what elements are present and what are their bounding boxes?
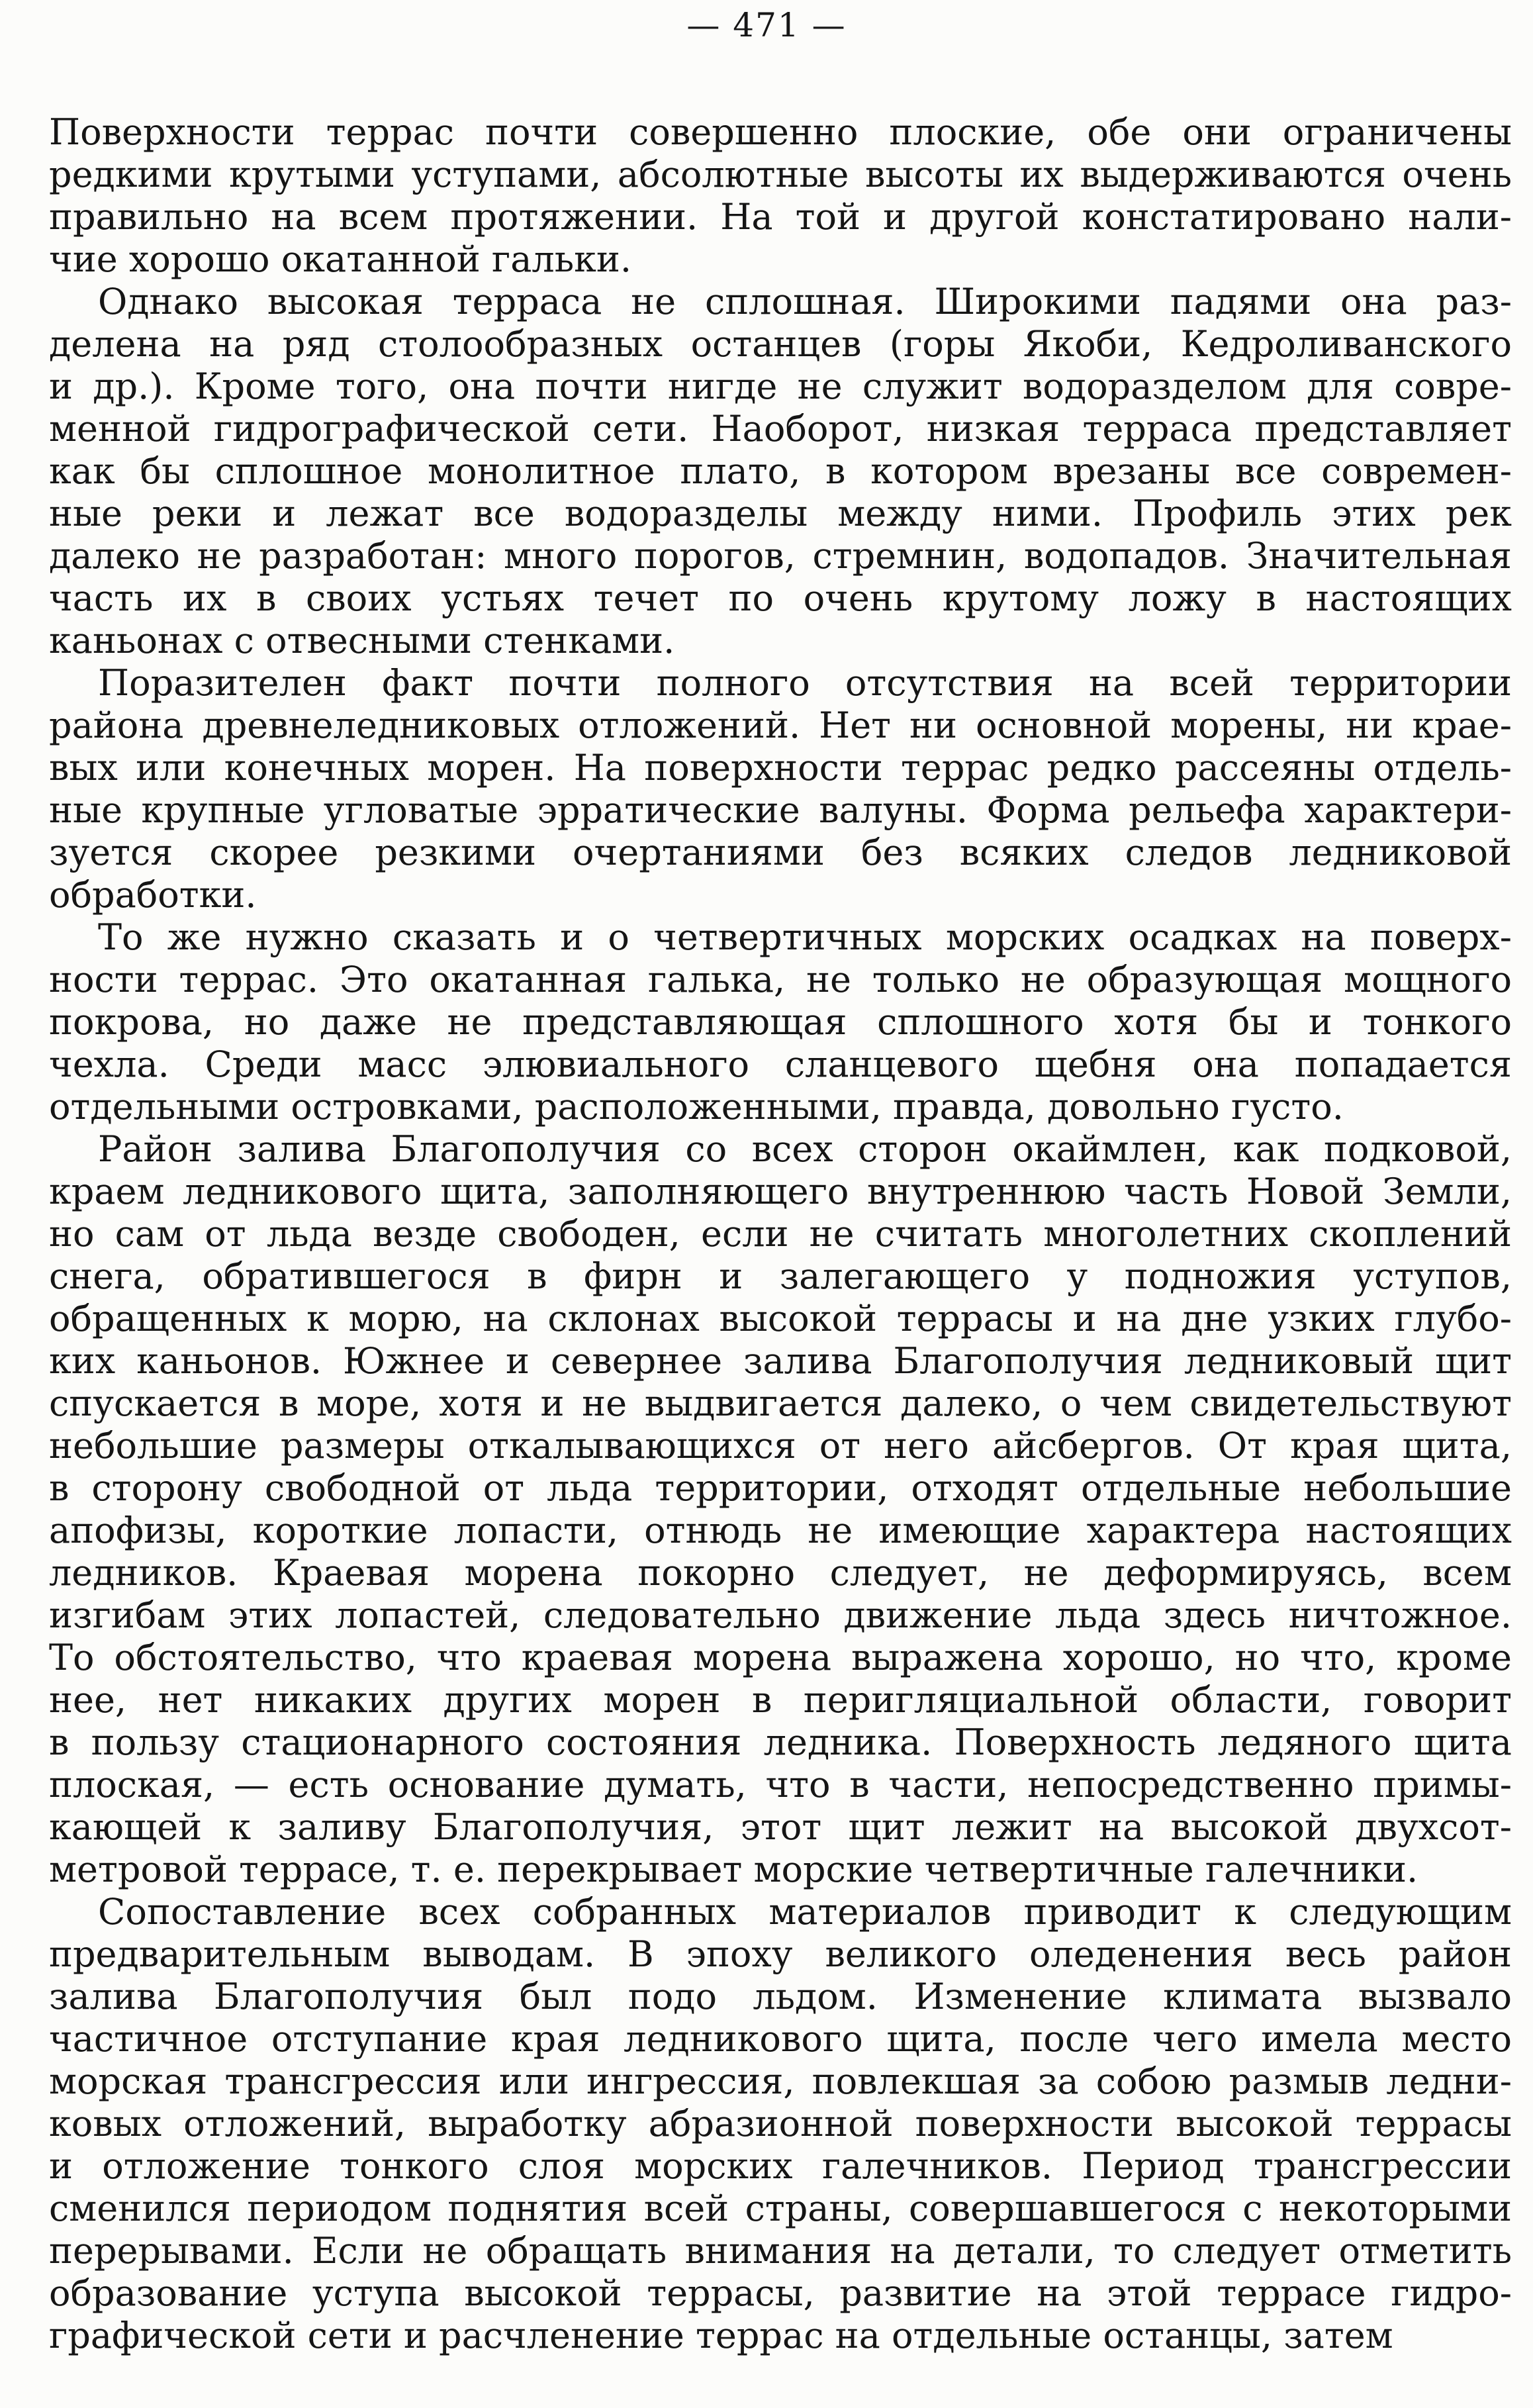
text-line: редкими крутыми уступами, абсолютные высоты их выдерживаются очень — [49, 154, 1512, 195]
text-line: изгибам этих лопастей, следовательно движение льда здесь ничтожное. — [49, 1594, 1512, 1636]
page-body — [0, 111, 1533, 2357]
text-line: в сторону свободной от льда территории, отходят отдельные небольшие — [49, 1467, 1512, 1509]
text-line: небольшие размеры откалывающихся от него айсбергов. От края щита, — [49, 1425, 1512, 1467]
text-line: как бы сплошное монолитное плато, в котором врезаны все современ- — [49, 450, 1512, 492]
text-line: Сопоставление всех собранных материалов приводит к следующим — [98, 1891, 1512, 1933]
text-line: залива Благополучия был подо льдом. Изменение климата вызвало — [49, 1976, 1512, 2017]
text-line: менной гидрографической сети. Наоборот, низкая терраса представляет — [49, 408, 1512, 450]
text-line: ные реки и лежат все водоразделы между ними. Профиль этих рек — [49, 493, 1512, 534]
text-line: правильно на всем протяжении. На той и другой констатировано нали- — [49, 196, 1512, 238]
text-line: ковых отложений, выработку абразионной поверхности высокой террасы — [49, 2103, 1512, 2144]
text-line: ности террас. Это окатанная галька, не только не образующая мощного — [49, 959, 1512, 1000]
text-line: и отложение тонкого слоя морских галечников. Период трансгрессии — [49, 2145, 1512, 2187]
text-line: покрова, но даже не представляющая сплошного хотя бы и тонкого — [49, 1001, 1512, 1043]
text-line: каньонах с отвесными стенками. — [49, 620, 675, 661]
text-line: образование уступа высокой террасы, развитие на этой террасе гидро- — [49, 2272, 1512, 2314]
page-number: — 471 — — [686, 6, 847, 44]
text-line: зуется скорее резкими очертаниями без всяких следов ледниковой — [49, 832, 1512, 873]
text-line: Район залива Благополучия со всех сторон окаймлен, как подковой, — [98, 1128, 1512, 1170]
text-line: апофизы, короткие лопасти, отнюдь не имеющие характера настоящих — [49, 1510, 1512, 1551]
text-line: ких каньонов. Южнее и севернее залива Благополучия ледниковый щит — [49, 1340, 1512, 1382]
text-line: чехла. Среди масс элювиального сланцевого щебня она попадается — [49, 1043, 1512, 1085]
text-line: но сам от льда везде свободен, если не считать многолетних скоплений — [49, 1213, 1512, 1255]
text-line: метровой террасе, т. е. перекрывает морские четвертичные галечники. — [49, 1849, 1418, 1890]
text-line: ные крупные угловатые эрратические валуны. Форма рельефа характери- — [49, 789, 1512, 831]
text-line: ледников. Краевая морена покорно следует, не деформируясь, всем — [49, 1552, 1512, 1594]
text-line: частичное отступание края ледникового щита, после чего имела место — [49, 2018, 1512, 2060]
text-line: Поверхности террас почти совершенно плоские, обе они ограничены — [49, 111, 1512, 153]
text-line: отдельными островками, расположенными, правда, довольно густо. — [49, 1086, 1344, 1128]
text-line: графической сети и расчленение террас на отдельные останцы, затем — [49, 2315, 1393, 2356]
text-line: вых или конечных морен. На поверхности террас редко рассеяны отдель- — [49, 747, 1512, 789]
text-line: То же нужно сказать и о четвертичных морских осадках на поверх- — [98, 916, 1512, 958]
text-line: плоская, — есть основание думать, что в части, непосредственно примы- — [49, 1764, 1512, 1806]
text-line: предварительным выводам. В эпоху великого оледенения весь район — [49, 1933, 1512, 1975]
text-line: Однако высокая терраса не сплошная. Широкими падями она раз- — [98, 281, 1512, 322]
text-line: далеко не разработан: много порогов, стремнин, водопадов. Значительная — [49, 535, 1512, 577]
text-line: спускается в море, хотя и не выдвигается далеко, о чем свидетельствуют — [49, 1382, 1512, 1424]
text-line: кающей к заливу Благополучия, этот щит лежит на высокой двухсот- — [49, 1806, 1512, 1848]
text-line: обработки. — [49, 874, 257, 916]
text-line: района древнеледниковых отложений. Нет ни основной морены, ни крае- — [49, 704, 1512, 746]
text-line: снега, обратившегося в фирн и залегающего у подножия уступов, — [49, 1255, 1512, 1297]
text-line: делена на ряд столообразных останцев (горы Якоби, Кедроливанского — [49, 323, 1512, 365]
text-line: чие хорошо окатанной гальки. — [49, 238, 632, 280]
text-line: сменился периодом поднятия всей страны, совершавшегося с некоторыми — [49, 2188, 1512, 2229]
text-line: нее, нет никаких других морен в перигляциальной области, говорит — [49, 1679, 1512, 1721]
text-line: Поразителен факт почти полного отсутствия на всей территории — [98, 662, 1512, 704]
text-line: То обстоятельство, что краевая морена выражена хорошо, но что, кроме — [49, 1637, 1512, 1678]
text-line: часть их в своих устьях течет по очень крутому ложу в настоящих — [49, 577, 1512, 619]
text-line: перерывами. Если не обращать внимания на детали, то следует отметить — [49, 2230, 1512, 2272]
text-line: в пользу стационарного состояния ледника. Поверхность ледяного щита — [49, 1721, 1512, 1763]
text-line: краем ледникового щита, заполняющего внутреннюю часть Новой Земли, — [49, 1171, 1512, 1212]
text-line: морская трансгрессия или ингрессия, повлекшая за собою размыв ледни- — [49, 2060, 1512, 2102]
text-line: обращенных к морю, на склонах высокой террасы и на дне узких глубо- — [49, 1298, 1512, 1339]
text-line: и др.). Кроме того, она почти нигде не служит водоразделом для совре- — [49, 365, 1512, 407]
